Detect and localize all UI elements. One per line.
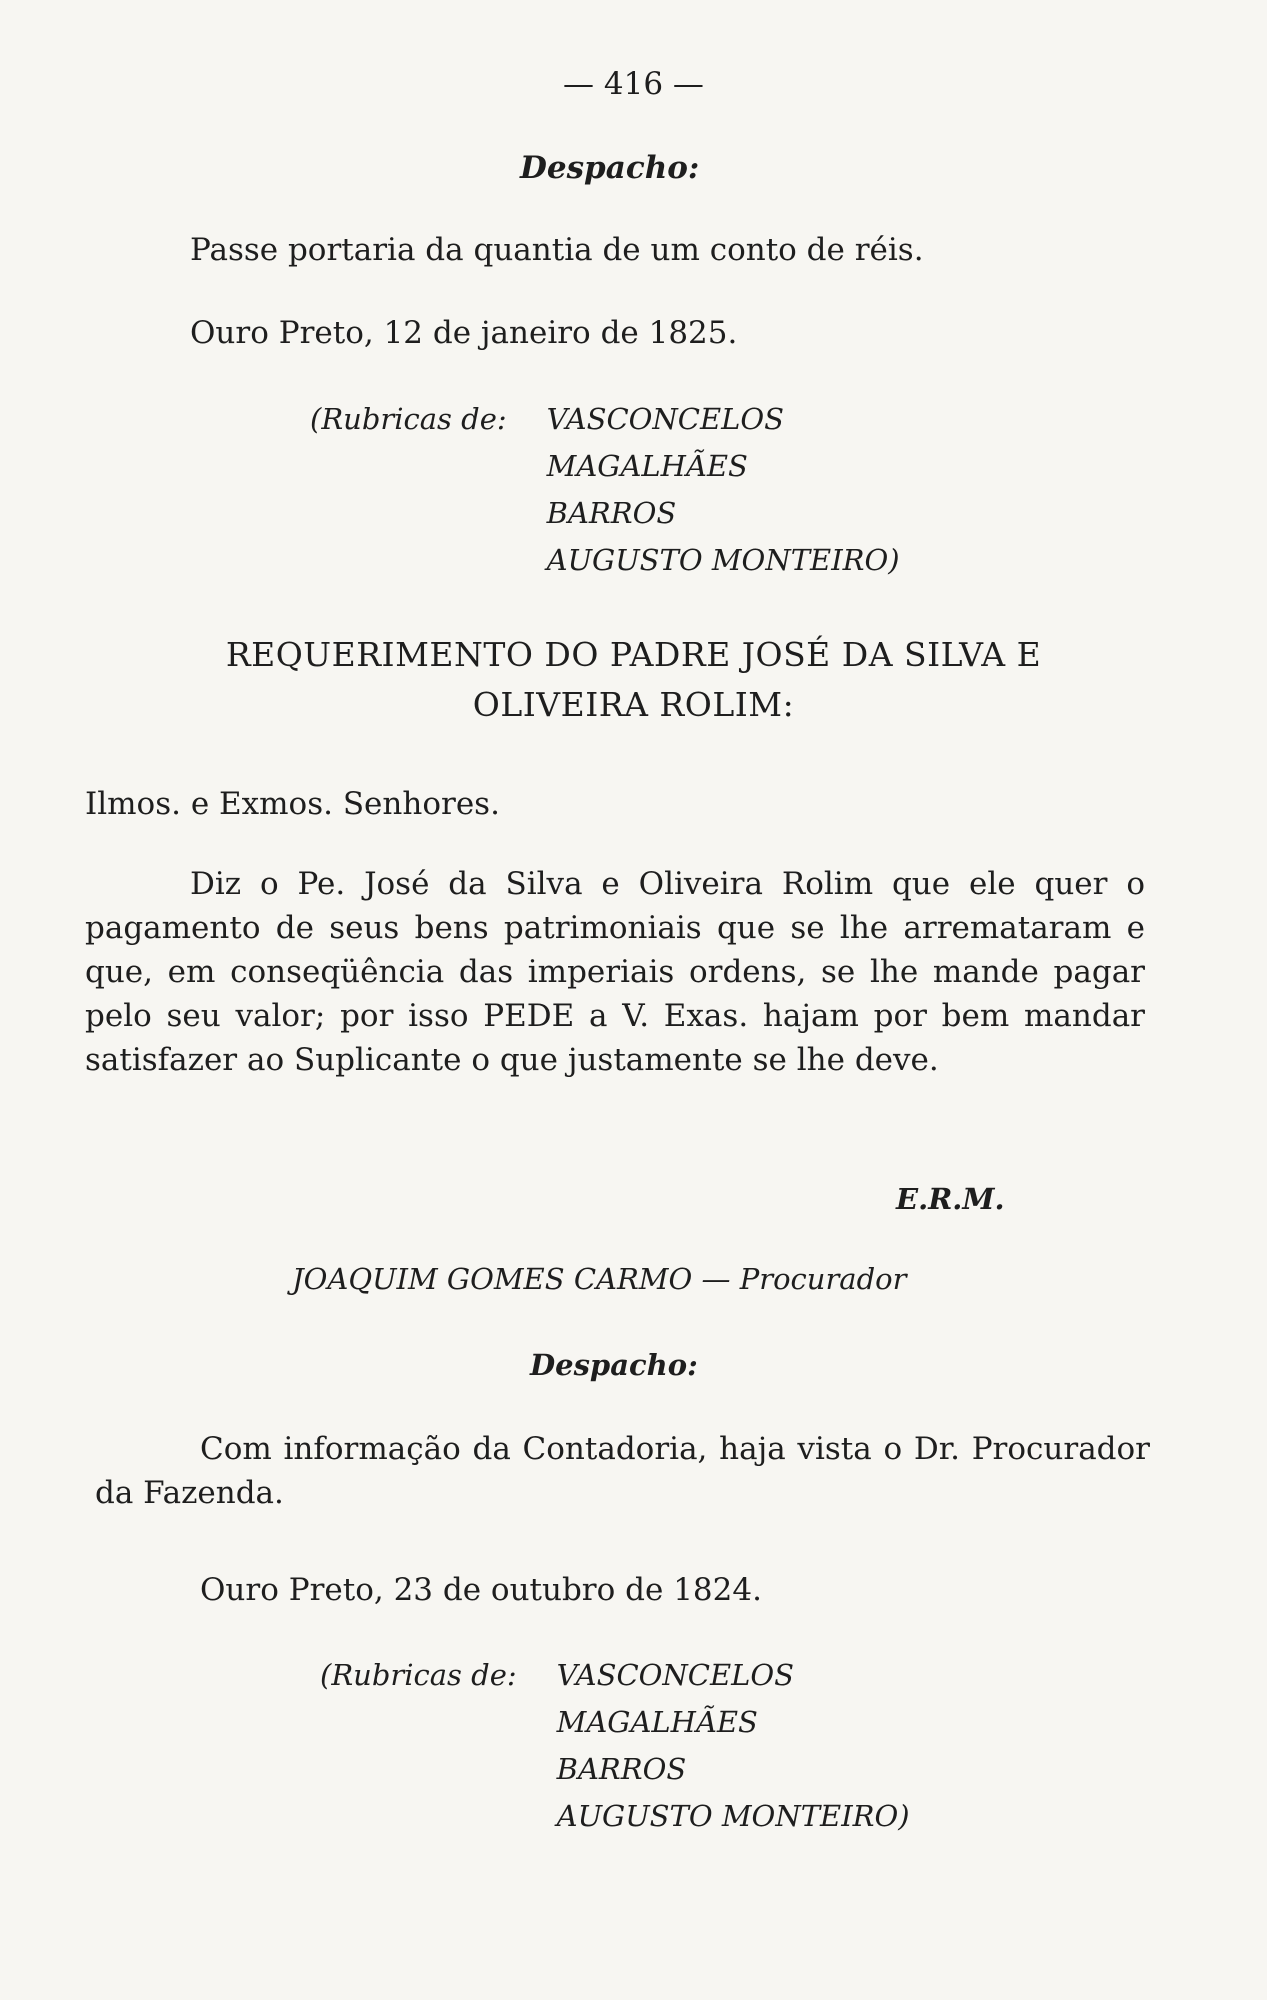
rubricas-2 (320, 1652, 910, 1840)
rubricas-1-name: MAGALHÃES (546, 449, 748, 483)
rubricas-1 (310, 396, 900, 584)
requerimento-title-line-1: REQUERIMENTO DO PADRE JOSÉ DA SILVA E (225, 635, 1042, 674)
rubricas-1-names (547, 396, 900, 584)
rubricas-1-name: BARROS (546, 496, 677, 530)
signer: JOAQUIM GOMES CARMO — Procurador (292, 1262, 907, 1296)
rubricas-2-name: MAGALHÃES (556, 1705, 758, 1739)
salutation: Ilmos. e Exmos. Senhores. (85, 786, 500, 822)
despacho-1-place-date: Ouro Preto, 12 de janeiro de 1825. (190, 315, 738, 351)
closing-erm: E.R.M. (896, 1182, 1005, 1216)
rubricas-1-lead: (Rubricas de: (310, 402, 507, 436)
despacho-2-heading: Despacho: (530, 1348, 698, 1382)
despacho-1-text: Passe portaria da quantia de um conto de réis. (190, 232, 924, 268)
requerimento-title (100, 630, 1167, 730)
rubricas-2-name: BARROS (556, 1752, 687, 1786)
despacho-2-text: Com informação da Contadoria, haja vista o Dr. Procurador da Fazenda. (95, 1431, 1150, 1511)
despacho-1-heading: Despacho: (520, 150, 700, 186)
rubricas-1-name: VASCONCELOS (546, 402, 785, 436)
rubricas-2-name: AUGUSTO MONTEIRO) (556, 1799, 910, 1833)
page-number: — 416 — (563, 66, 704, 102)
requerimento-title-line-2: OLIVEIRA ROLIM: (472, 685, 795, 724)
rubricas-2-lead: (Rubricas de: (320, 1658, 517, 1692)
rubricas-1-name: AUGUSTO MONTEIRO) (546, 543, 900, 577)
despacho-2-place-date: Ouro Preto, 23 de outubro de 1824. (200, 1572, 762, 1608)
requerimento-body: Diz o Pe. José da Silva e Oliveira Rolim que ele quer o pagamento de seus bens patrimoniais que se lhe arremataram e que, em conseqüência das imperiais ordens, se lhe mande pagar pelo seu valor; por isso PEDE a V. Exas. hajam por bem mandar satisfazer ao Suplicante o que justamente se lhe deve. (85, 866, 1145, 1078)
rubricas-2-name: VASCONCELOS (556, 1658, 795, 1692)
rubricas-2-names (557, 1652, 910, 1840)
